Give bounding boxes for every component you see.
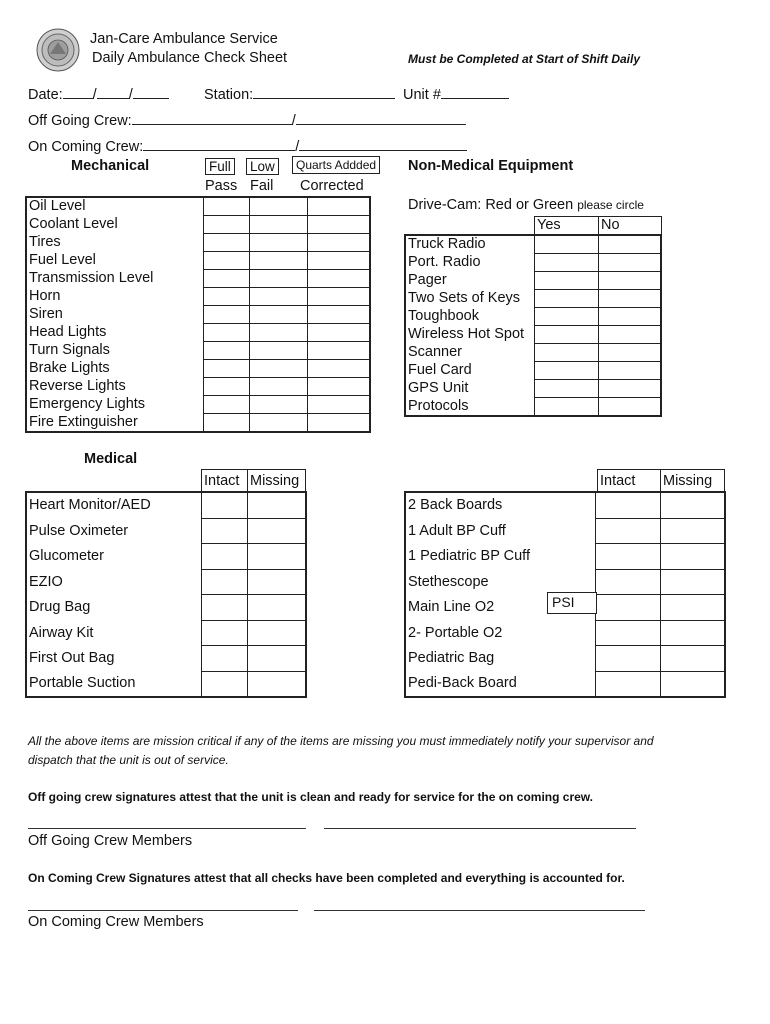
item-label: 1 Pediatric BP Cuff	[405, 544, 595, 570]
check-cell[interactable]	[595, 492, 660, 518]
item-label: Main Line O2 PSI	[405, 595, 595, 621]
table-row	[26, 544, 306, 570]
table-row	[26, 671, 306, 697]
item-label: Pediatric Bag	[405, 646, 595, 672]
table-row	[26, 414, 370, 433]
check-cell[interactable]	[599, 362, 662, 380]
table-row	[26, 396, 370, 414]
table-row	[405, 235, 661, 254]
check-cell[interactable]	[203, 324, 249, 342]
check-cell[interactable]	[599, 272, 662, 290]
item-label: GPS Unit	[405, 380, 534, 398]
item-label: Port. Radio	[405, 254, 534, 272]
station-label: Station:	[204, 87, 254, 103]
check-cell[interactable]	[534, 308, 599, 326]
table-row	[405, 362, 661, 380]
medical-left-table	[25, 491, 307, 698]
item-label: Reverse Lights	[26, 378, 203, 396]
on-coming-signature-line-1[interactable]	[28, 909, 298, 911]
check-cell[interactable]	[599, 308, 662, 326]
check-cell[interactable]	[660, 671, 725, 697]
check-cell[interactable]	[203, 378, 249, 396]
check-cell[interactable]	[599, 344, 662, 362]
table-row	[26, 306, 370, 324]
intact-header-left: Intact	[202, 470, 248, 493]
table-row	[405, 518, 725, 544]
missing-header-right: Missing	[661, 470, 725, 493]
check-cell[interactable]	[203, 252, 249, 270]
check-cell[interactable]	[203, 396, 249, 414]
table-row	[405, 646, 725, 672]
check-cell[interactable]	[203, 360, 249, 378]
company-name: Jan-Care Ambulance Service	[90, 31, 278, 47]
low-header: Low	[246, 158, 279, 175]
check-cell[interactable]	[534, 344, 599, 362]
on-coming-crew-field-1[interactable]	[143, 136, 295, 151]
item-label: Two Sets of Keys	[405, 290, 534, 308]
no-header: No	[599, 217, 662, 235]
item-label: Heart Monitor/AED	[26, 492, 201, 518]
medical-right-header	[597, 469, 725, 493]
table-row	[26, 595, 306, 621]
check-cell[interactable]	[203, 414, 249, 433]
table-row	[26, 288, 370, 306]
on-coming-crew-field-2[interactable]	[299, 136, 467, 151]
check-cell[interactable]	[660, 569, 725, 595]
check-cell[interactable]	[201, 620, 247, 646]
on-coming-members-label: On Coming Crew Members	[28, 914, 204, 930]
check-cell[interactable]	[201, 671, 247, 697]
check-cell[interactable]	[534, 380, 599, 398]
item-label: Drug Bag	[26, 595, 201, 621]
table-row	[405, 671, 725, 697]
check-cell[interactable]	[248, 518, 306, 544]
fail-header: Fail	[250, 178, 274, 194]
item-label: Tires	[26, 234, 203, 252]
medical-title: Medical	[84, 451, 138, 467]
item-label: Glucometer	[26, 544, 201, 570]
date-month-field[interactable]	[63, 84, 93, 99]
check-cell[interactable]	[249, 414, 307, 433]
table-row	[405, 492, 725, 518]
check-cell[interactable]	[203, 234, 249, 252]
medical-left-header	[201, 469, 306, 493]
on-coming-attestation: On Coming Crew Signatures attest that all checks have been completed and everything is accounted for.	[28, 871, 625, 885]
check-cell[interactable]	[595, 646, 660, 672]
check-cell[interactable]	[249, 306, 307, 324]
table-row	[26, 252, 370, 270]
company-seal-logo	[36, 28, 80, 72]
check-cell[interactable]	[595, 544, 660, 570]
warning-line-1: All the above items are mission critical if any of the items are missing you must immediately notify your supervisor and	[28, 734, 654, 748]
check-cell[interactable]	[599, 290, 662, 308]
non-medical-table	[404, 234, 662, 417]
item-label: Brake Lights	[26, 360, 203, 378]
check-cell[interactable]	[249, 342, 307, 360]
check-cell[interactable]	[249, 396, 307, 414]
check-cell[interactable]	[534, 362, 599, 380]
check-cell[interactable]	[308, 234, 370, 252]
check-cell[interactable]	[248, 544, 306, 570]
table-row	[26, 518, 306, 544]
check-cell[interactable]	[203, 288, 249, 306]
table-row	[26, 342, 370, 360]
check-cell[interactable]	[203, 270, 249, 288]
table-row	[405, 272, 661, 290]
item-label: Pedi-Back Board	[405, 671, 595, 697]
check-cell[interactable]	[201, 518, 247, 544]
check-cell[interactable]	[660, 595, 725, 621]
check-cell[interactable]	[308, 324, 370, 342]
check-cell[interactable]	[249, 378, 307, 396]
check-cell[interactable]	[308, 414, 370, 433]
check-cell[interactable]	[660, 646, 725, 672]
check-cell[interactable]	[660, 492, 725, 518]
check-cell[interactable]	[201, 595, 247, 621]
check-cell[interactable]	[203, 342, 249, 360]
table-row	[26, 216, 370, 234]
on-coming-crew-label: On Coming Crew:	[28, 139, 144, 155]
psi-box[interactable]: PSI	[547, 592, 597, 614]
check-cell[interactable]	[599, 235, 662, 254]
table-row	[26, 569, 306, 595]
check-cell[interactable]	[203, 306, 249, 324]
off-going-signature-line-1[interactable]	[28, 827, 306, 829]
please-circle-note: please circle	[577, 198, 644, 212]
item-label: Head Lights	[26, 324, 203, 342]
check-cell[interactable]	[660, 620, 725, 646]
check-cell[interactable]	[201, 544, 247, 570]
item-label: First Out Bag	[26, 646, 201, 672]
item-label: 1 Adult BP Cuff	[405, 518, 595, 544]
check-cell[interactable]	[599, 380, 662, 398]
on-coming-signature-line-2[interactable]	[314, 909, 645, 911]
on-coming-crew-row: On Coming Crew: /	[28, 136, 467, 155]
date-year-field[interactable]	[133, 84, 169, 99]
yes-no-header	[534, 216, 662, 235]
check-cell[interactable]	[203, 197, 249, 216]
off-going-attestation: Off going crew signatures attest that the unit is clean and ready for service for the on coming crew.	[28, 790, 594, 804]
item-label: 2- Portable O2	[405, 620, 595, 646]
item-label: Coolant Level	[26, 216, 203, 234]
item-label: Turn Signals	[26, 342, 203, 360]
check-cell[interactable]	[534, 326, 599, 344]
item-label: Wireless Hot Spot	[405, 326, 534, 344]
item-label: EZIO	[26, 569, 201, 595]
check-cell[interactable]	[201, 569, 247, 595]
drivecam-row	[408, 197, 644, 213]
item-label: Airway Kit	[26, 620, 201, 646]
check-cell[interactable]	[249, 324, 307, 342]
check-cell[interactable]	[599, 398, 662, 417]
mechanical-title: Mechanical	[71, 158, 150, 174]
item-label: Toughbook	[405, 308, 534, 326]
item-label: Fire Extinguisher	[26, 414, 203, 433]
item-label: Protocols	[405, 398, 534, 417]
check-cell[interactable]	[201, 492, 247, 518]
check-cell[interactable]	[249, 270, 307, 288]
check-cell[interactable]	[249, 288, 307, 306]
table-row	[26, 646, 306, 672]
item-label: Fuel Card	[405, 362, 534, 380]
table-row	[405, 620, 725, 646]
check-cell[interactable]	[595, 569, 660, 595]
check-cell[interactable]	[203, 216, 249, 234]
check-cell[interactable]	[534, 254, 599, 272]
table-row	[26, 197, 370, 216]
check-cell[interactable]	[308, 342, 370, 360]
check-cell[interactable]	[248, 620, 306, 646]
check-cell[interactable]	[534, 235, 599, 254]
unit-field[interactable]	[441, 84, 509, 99]
check-cell[interactable]	[308, 216, 370, 234]
corrected-header: Corrected	[300, 178, 364, 194]
table-row	[405, 308, 661, 326]
table-row	[405, 380, 661, 398]
item-label: Portable Suction	[26, 671, 201, 697]
check-cell[interactable]	[249, 234, 307, 252]
mechanical-table	[25, 196, 371, 433]
item-label: 2 Back Boards	[405, 492, 595, 518]
check-cell[interactable]	[660, 544, 725, 570]
check-cell[interactable]	[595, 518, 660, 544]
item-label: Siren	[26, 306, 203, 324]
table-row	[26, 360, 370, 378]
item-label: Scanner	[405, 344, 534, 362]
off-going-crew-field-1[interactable]	[132, 110, 292, 125]
off-going-crew-label: Off Going Crew:	[28, 113, 132, 129]
check-cell[interactable]	[308, 252, 370, 270]
item-label: Emergency Lights	[26, 396, 203, 414]
item-label: Truck Radio	[405, 235, 534, 254]
check-cell[interactable]	[599, 326, 662, 344]
date-row: Date: / /	[28, 84, 169, 103]
item-label: Oil Level	[26, 197, 203, 216]
table-row	[405, 326, 661, 344]
check-cell[interactable]	[308, 306, 370, 324]
item-label: Fuel Level	[26, 252, 203, 270]
shift-notice: Must be Completed at Start of Shift Daily	[408, 52, 641, 66]
off-going-crew-field-2[interactable]	[296, 110, 466, 125]
check-cell[interactable]	[534, 272, 599, 290]
check-cell[interactable]	[248, 646, 306, 672]
table-row	[26, 378, 370, 396]
item-label: Pulse Oximeter	[26, 518, 201, 544]
intact-header-right: Intact	[598, 470, 661, 493]
check-cell[interactable]	[534, 398, 599, 417]
non-medical-title: Non-Medical Equipment	[408, 158, 574, 174]
date-day-field[interactable]	[97, 84, 129, 99]
table-row	[405, 595, 725, 621]
table-row	[26, 324, 370, 342]
unit-row	[403, 84, 509, 103]
missing-header-left: Missing	[248, 470, 306, 493]
check-cell[interactable]	[308, 270, 370, 288]
table-row	[405, 344, 661, 362]
item-label: Stethescope	[405, 569, 595, 595]
off-going-members-label: Off Going Crew Members	[28, 833, 193, 849]
table-row	[26, 270, 370, 288]
check-cell[interactable]	[308, 197, 370, 216]
check-cell[interactable]	[248, 569, 306, 595]
table-row	[405, 290, 661, 308]
off-going-signature-line-2[interactable]	[324, 827, 636, 829]
unit-label: Unit #	[403, 87, 441, 103]
check-cell[interactable]	[308, 360, 370, 378]
check-cell[interactable]	[201, 646, 247, 672]
check-cell[interactable]	[534, 290, 599, 308]
check-cell[interactable]	[248, 671, 306, 697]
item-label: Horn	[26, 288, 203, 306]
check-cell[interactable]	[249, 216, 307, 234]
off-going-crew-row: Off Going Crew: /	[28, 110, 466, 129]
quarts-added-header: Quarts Addded	[292, 156, 380, 174]
check-cell[interactable]	[248, 595, 306, 621]
medical-right-table	[404, 491, 726, 698]
sheet-title: Daily Ambulance Check Sheet	[92, 50, 288, 66]
pass-header: Pass	[205, 178, 238, 194]
item-label: Transmission Level	[26, 270, 203, 288]
table-row	[26, 234, 370, 252]
station-field[interactable]	[253, 84, 395, 99]
table-row	[26, 620, 306, 646]
check-cell[interactable]	[595, 620, 660, 646]
check-cell[interactable]	[308, 288, 370, 306]
drivecam-label: Drive-Cam: Red or Green	[408, 197, 574, 213]
check-cell[interactable]	[599, 254, 662, 272]
table-row	[405, 254, 661, 272]
check-cell[interactable]	[249, 252, 307, 270]
check-cell[interactable]	[595, 671, 660, 697]
full-header: Full	[205, 158, 235, 175]
check-cell[interactable]	[248, 492, 306, 518]
table-row	[405, 544, 725, 570]
check-cell[interactable]	[249, 360, 307, 378]
check-cell[interactable]	[308, 396, 370, 414]
station-row	[204, 84, 395, 103]
check-cell[interactable]	[308, 378, 370, 396]
item-label: Pager	[405, 272, 534, 290]
table-row	[405, 398, 661, 417]
yes-header: Yes	[535, 217, 599, 235]
table-row	[26, 492, 306, 518]
check-cell[interactable]	[660, 518, 725, 544]
check-cell[interactable]	[249, 197, 307, 216]
check-cell[interactable]	[595, 595, 660, 621]
date-label: Date:	[28, 87, 63, 103]
warning-line-2: dispatch that the unit is out of service.	[28, 753, 229, 767]
